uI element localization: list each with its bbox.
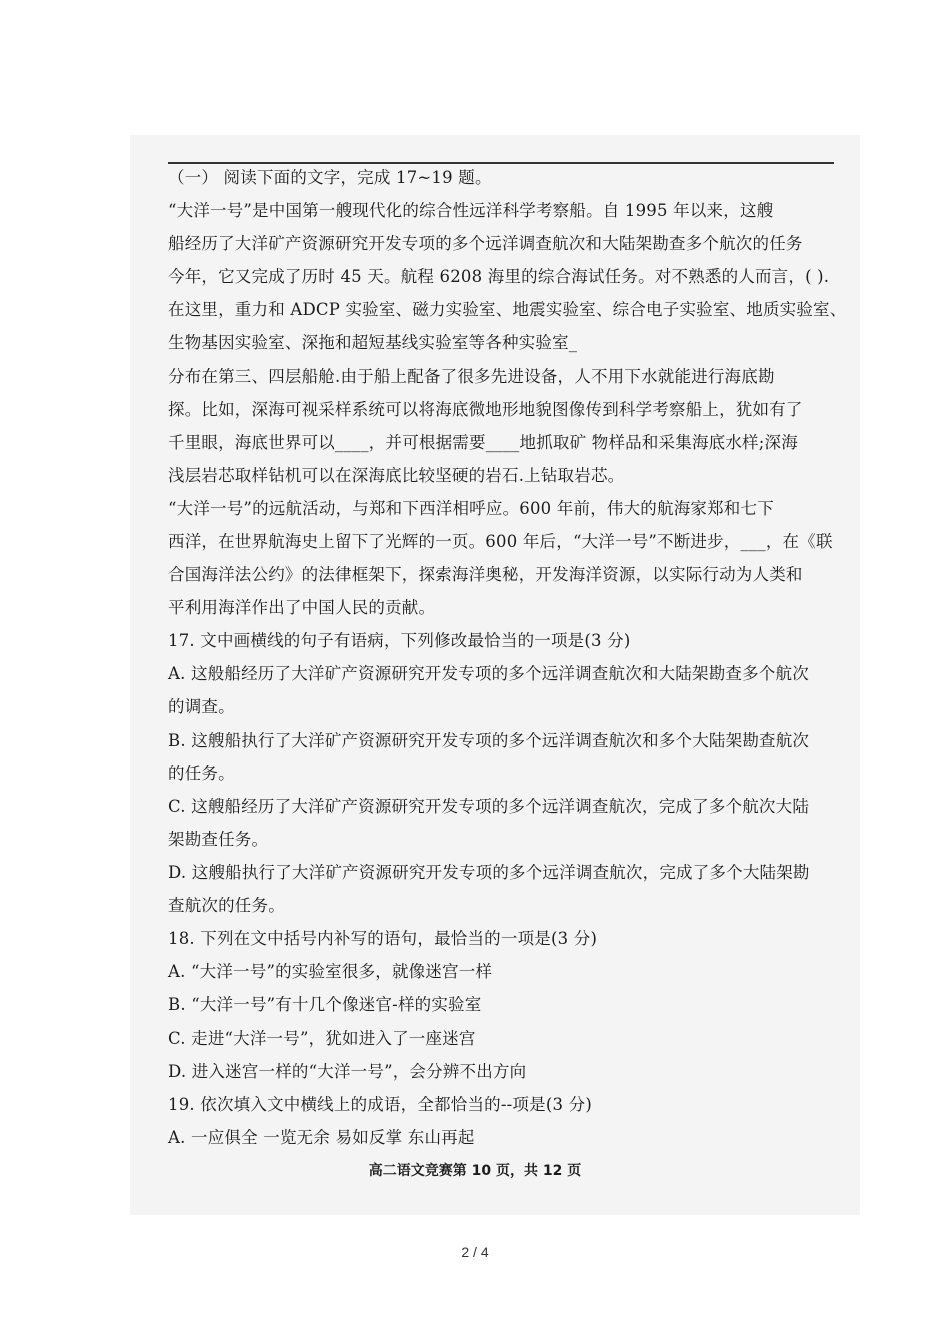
passage-line: 合国海洋法公约》的法律框架下，探索海洋奥秘，开发海洋资源，以实际行动为人类和 [168, 565, 803, 584]
page-indicator: 2 / 4 [461, 1244, 489, 1260]
passage-line: 今年，它又完成了历时 45 天。航程 6208 海里的综合海试任务。对不熟悉的人而言，( ). [168, 267, 830, 286]
question-17-stem: 17. 文中画横线的句子有语病，下列修改最恰当的一项是(3 分) [168, 631, 631, 650]
question-18-option-b: B. “大洋一号”有十几个像迷官-样的实验室 [168, 995, 482, 1014]
question-19-option-a: A. 一应俱全 一览无余 易如反掌 东山再起 [168, 1128, 475, 1147]
passage-line: 探。比如，深海可视采样系统可以将海底微地形地貌图像传到科学考察船上，犹如有了 [168, 400, 803, 419]
passage-line: 平利用海洋作出了中国人民的贡献。 [168, 598, 436, 617]
passage-line: 分布在第三、四层船舱.由于船上配备了很多先进设备，人不用下水就能进行海底勘 [168, 367, 775, 386]
passage-line: “大洋一号”的远航活动，与郑和下西洋相呼应。600 年前，伟大的航海家郑和七下 [168, 499, 774, 518]
passage-line: 浅层岩芯取样钻机可以在深海底比较坚硬的岩石.上钻取岩芯。 [168, 466, 625, 485]
question-17-option-a: A. 这般船经历了大洋矿产资源研究开发专项的多个远洋调查航次和大陆架勘查多个航次 [168, 664, 809, 683]
passage-line: 在这里，重力和 ADCP 实验室、磁力实验室、地震实验室、综合电子实验室、地质实验室、 [168, 300, 847, 319]
question-17-option-b: B. 这艘船执行了大洋矿产资源研究开发专项的多个远洋调查航次和多个大陆架勘查航次 [168, 731, 810, 750]
question-17-option-d: D. 这艘船执行了大洋矿产资源研究开发专项的多个远洋调查航次，完成了多个大陆架勘 [168, 863, 810, 882]
passage-line: 生物基因实验室、深拖和超短基线实验室等各种实验室_ [168, 333, 578, 352]
passage-line: 西洋，在世界航海史上留下了光辉的一页。600 年后，“大洋一号”不断进步，___，在《联 [168, 532, 833, 551]
question-19-stem: 19. 依次填入文中横线上的成语，全都恰当的--项是(3 分) [168, 1095, 592, 1114]
question-17-option-c: C. 这艘船经历了大洋矿产资源研究开发专项的多个远洋调查航次，完成了多个航次大陆 [168, 797, 810, 816]
header-rule [168, 162, 834, 164]
question-17-option-a-cont: 的调查。 [168, 697, 235, 716]
section-heading: （一） 阅读下面的文字，完成 17~19 题。 [168, 168, 492, 187]
passage-line: 船经历了大洋矿产资源研究开发专项的多个远洋调查航次和大陆架勘查多个航次的任务 [168, 234, 803, 253]
passage-line: 千里眼，海底世界可以____，并可根据需要____地抓取矿 物样品和采集海底水样;深海 [168, 433, 798, 452]
question-18-option-d: D. 进入迷宫一样的“大洋一号”，会分辨不出方向 [168, 1062, 527, 1081]
question-18-option-a: A. “大洋一号”的实验室很多，就像迷宫一样 [168, 962, 493, 981]
question-17-option-c-cont: 架勘查任务。 [168, 830, 269, 849]
question-18-stem: 18. 下列在文中括号内补写的语句，最恰当的一项是(3 分) [168, 929, 598, 948]
passage-line: “大洋一号”是中国第一艘现代化的综合性远洋科学考察船。自 1995 年以来，这艘 [168, 201, 774, 220]
question-17-option-b-cont: 的任务。 [168, 764, 235, 783]
question-17-option-d-cont: 查航次的任务。 [168, 896, 285, 915]
page-footer: 高二语文竞赛第 10 页，共 12 页 [368, 1163, 582, 1179]
question-18-option-c: C. 走进“大洋一号”，犹如进入了一座迷宫 [168, 1029, 476, 1048]
